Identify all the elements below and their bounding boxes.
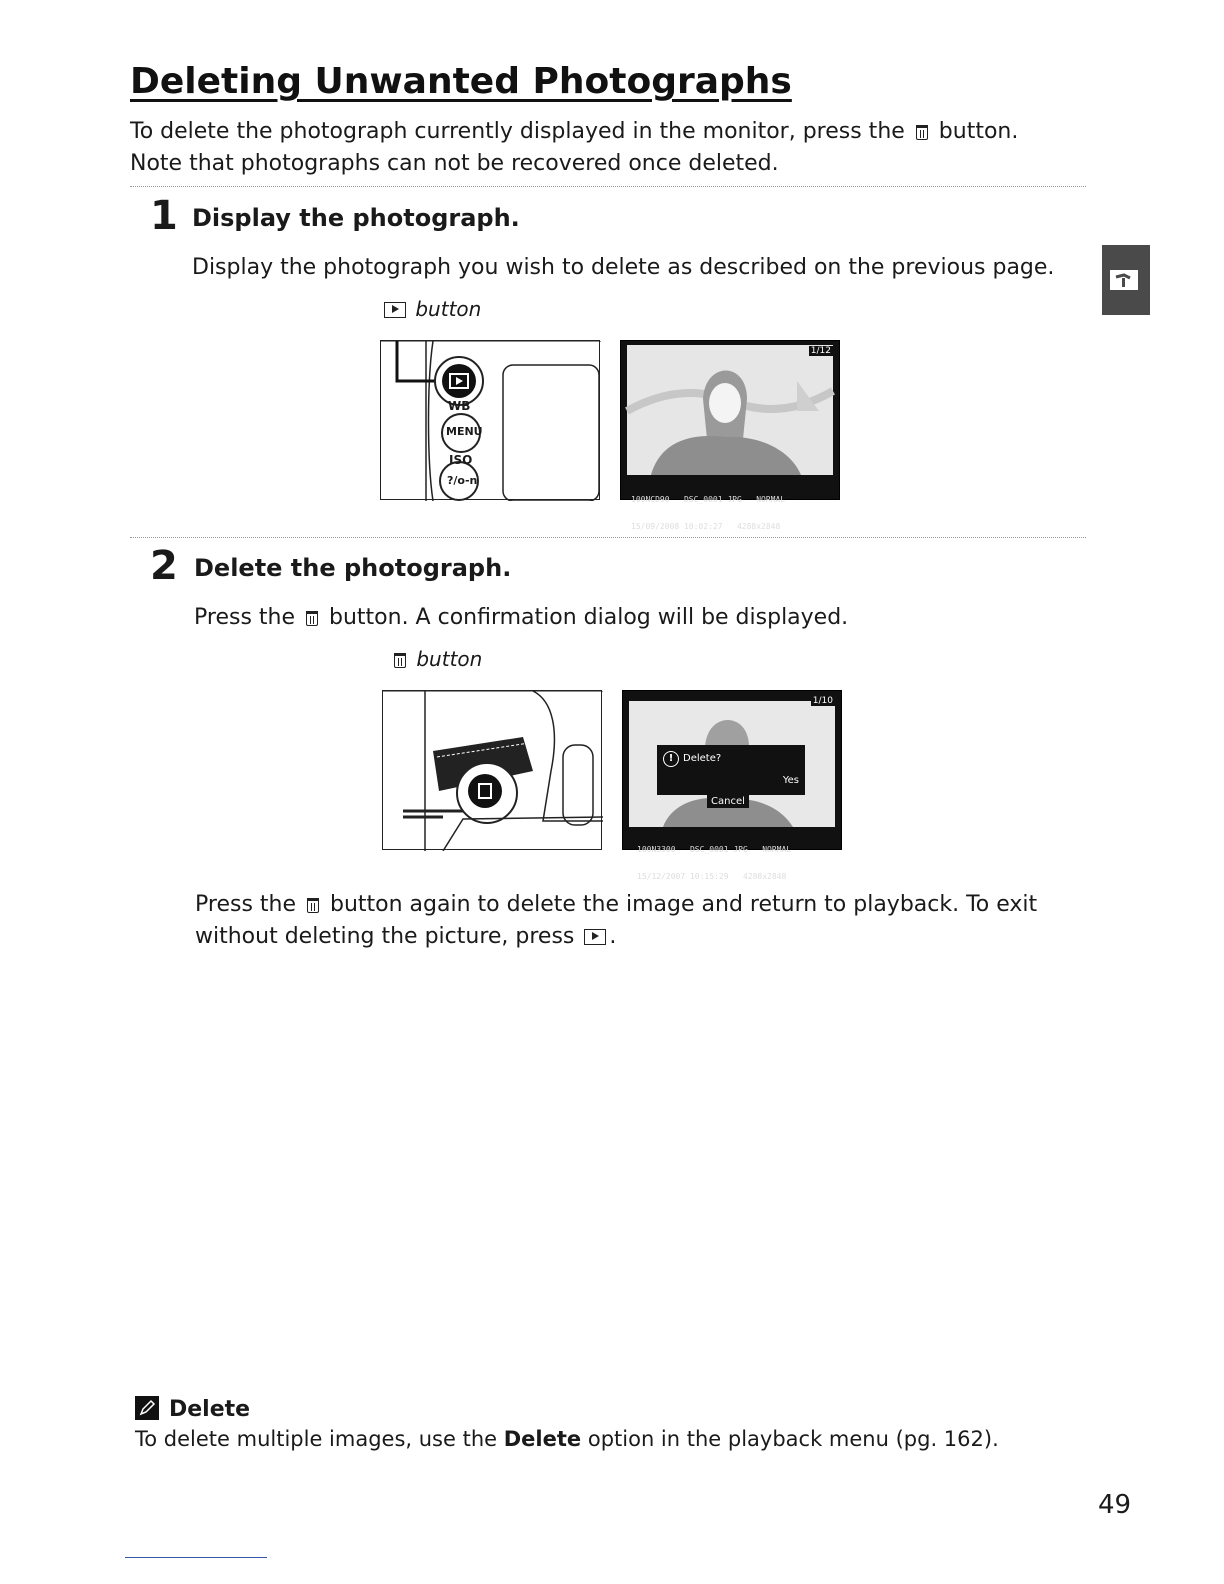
section-tab (1102, 245, 1150, 315)
step-2-text-part2: button. A confirmation dialog will be displayed. (329, 605, 849, 630)
step-1-text: Display the photograph you wish to delete as described on the previous page. (192, 255, 1055, 280)
note-text-part1: To delete multiple images, use the (135, 1427, 498, 1451)
step-1-number: 1 (150, 193, 178, 239)
photo-info-line2: 15/09/2008 10:02:27 4288x2848 (631, 522, 781, 531)
photo-info-line1: 100N3300 DSC_0001 JPG NORMAL (637, 845, 792, 854)
wb-label: WB (448, 399, 471, 413)
photo-info-line1: 100NCD90 DSC_0001 JPG NORMAL (631, 495, 786, 504)
step-2-text-part1: Press the (194, 605, 295, 630)
divider (130, 186, 1086, 187)
step-2-caption-text: button (416, 647, 483, 671)
camera-top-illustration (382, 690, 602, 850)
playback-tab-icon (1102, 245, 1150, 315)
note-heading (135, 1395, 250, 1425)
after-end: . (609, 924, 617, 949)
after-line2: without deleting the picture, press (195, 924, 575, 949)
monitor-delete-dialog (622, 690, 842, 881)
pencil-note-icon (135, 1396, 161, 1420)
alert-icon: ! (663, 751, 679, 767)
step-2-title: Delete the photograph. (194, 554, 512, 582)
iso-label: ISO (449, 453, 473, 467)
step-2-text (194, 602, 1094, 634)
note-title: Delete (169, 1397, 251, 1422)
trash-icon (394, 653, 406, 668)
note-text-part2: option in the playback menu (pg. 162). (587, 1427, 999, 1451)
note-text-bold: Delete (503, 1427, 582, 1451)
after-part1: Press the (195, 892, 296, 917)
note-text (135, 1424, 999, 1454)
trash-icon (916, 125, 928, 140)
camera-back-illustration (380, 340, 600, 500)
monitor-screen (620, 340, 840, 531)
step-1-caption-text: button (415, 297, 482, 321)
step-1-caption (381, 296, 481, 322)
intro-part1: To delete the photograph currently displayed in the monitor, press the (130, 119, 905, 144)
intro-text (130, 116, 1090, 180)
step-2-caption (390, 646, 482, 672)
page-number: 49 (1098, 1490, 1132, 1520)
photo-info-line2: 15/12/2007 10:15:29 4288x2848 (637, 872, 787, 881)
photo-info (631, 477, 785, 549)
intro-line2: Note that photographs can not be recovered once deleted. (130, 151, 779, 176)
dialog-title: Delete? (683, 753, 722, 764)
divider (130, 537, 1086, 538)
step-2-number: 2 (150, 543, 178, 589)
trash-icon (306, 611, 318, 626)
menu-label: MENU (446, 425, 483, 438)
playback-icon (384, 302, 406, 318)
page-title: Deleting Unwanted Photographs (130, 61, 792, 102)
step-1-title: Display the photograph. (192, 204, 520, 232)
playback-icon (584, 929, 606, 945)
step-2-after-text (195, 889, 1095, 953)
delete-dialog (657, 745, 805, 795)
frame-counter: 1/10 (812, 696, 833, 706)
dialog-cancel: Cancel (707, 795, 749, 808)
after-part2: button again to delete the image and return to playback. To exit (330, 892, 1038, 917)
dialog-yes: Yes (782, 775, 799, 786)
intro-part2: button. (938, 119, 1019, 144)
frame-counter: 1/12 (810, 346, 831, 356)
trash-icon (307, 898, 319, 913)
protect-label: ?/o-n (447, 474, 478, 487)
footer-rule (125, 1557, 267, 1558)
